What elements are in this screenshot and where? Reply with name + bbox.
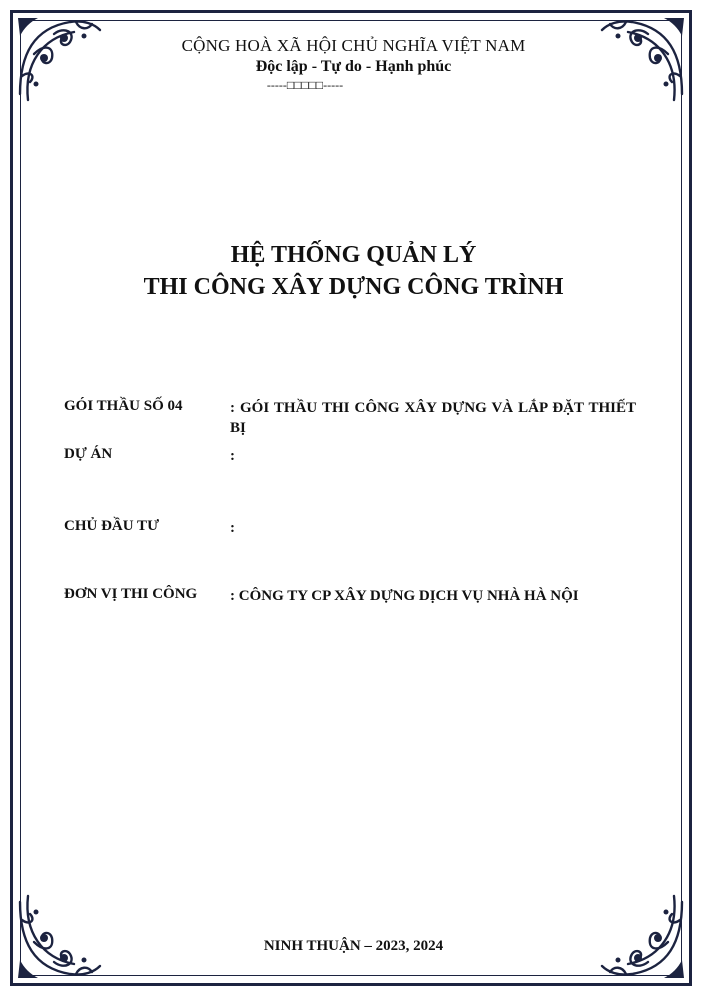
- package-value: : GÓI THẦU THI CÔNG XÂY DỰNG VÀ LẮP ĐẶT THIẾT BỊ: [230, 400, 636, 436]
- investor-value: :: [230, 520, 235, 536]
- page-frame-inner: [20, 20, 682, 976]
- package-label: GÓI THẦU SỐ 04: [64, 398, 183, 414]
- header-separator: -----□□□□□-----: [266, 78, 344, 92]
- contractor-value: : CÔNG TY CP XÂY DỰNG DỊCH VỤ NHÀ HÀ NỘI: [230, 588, 579, 604]
- floral-corner-ornament-icon: [596, 890, 688, 982]
- project-value: :: [230, 448, 235, 464]
- floral-corner-ornament-icon: [14, 890, 106, 982]
- investor-label: CHỦ ĐẦU TƯ: [64, 518, 160, 534]
- national-motto: Độc lập - Tự do - Hạnh phúc: [255, 58, 452, 75]
- project-label: DỰ ÁN: [64, 446, 113, 462]
- national-title: CỘNG HOÀ XÃ HỘI CHỦ NGHĨA VIỆT NAM: [181, 36, 526, 55]
- contractor-label: ĐƠN VỊ THI CÔNG: [64, 586, 198, 602]
- document-title-line1: HỆ THỐNG QUẢN LÝ: [230, 242, 477, 268]
- document-title-line2: THI CÔNG XÂY DỰNG CÔNG TRÌNH: [143, 274, 564, 300]
- place-and-year: NINH THUẬN – 2023, 2024: [263, 938, 444, 954]
